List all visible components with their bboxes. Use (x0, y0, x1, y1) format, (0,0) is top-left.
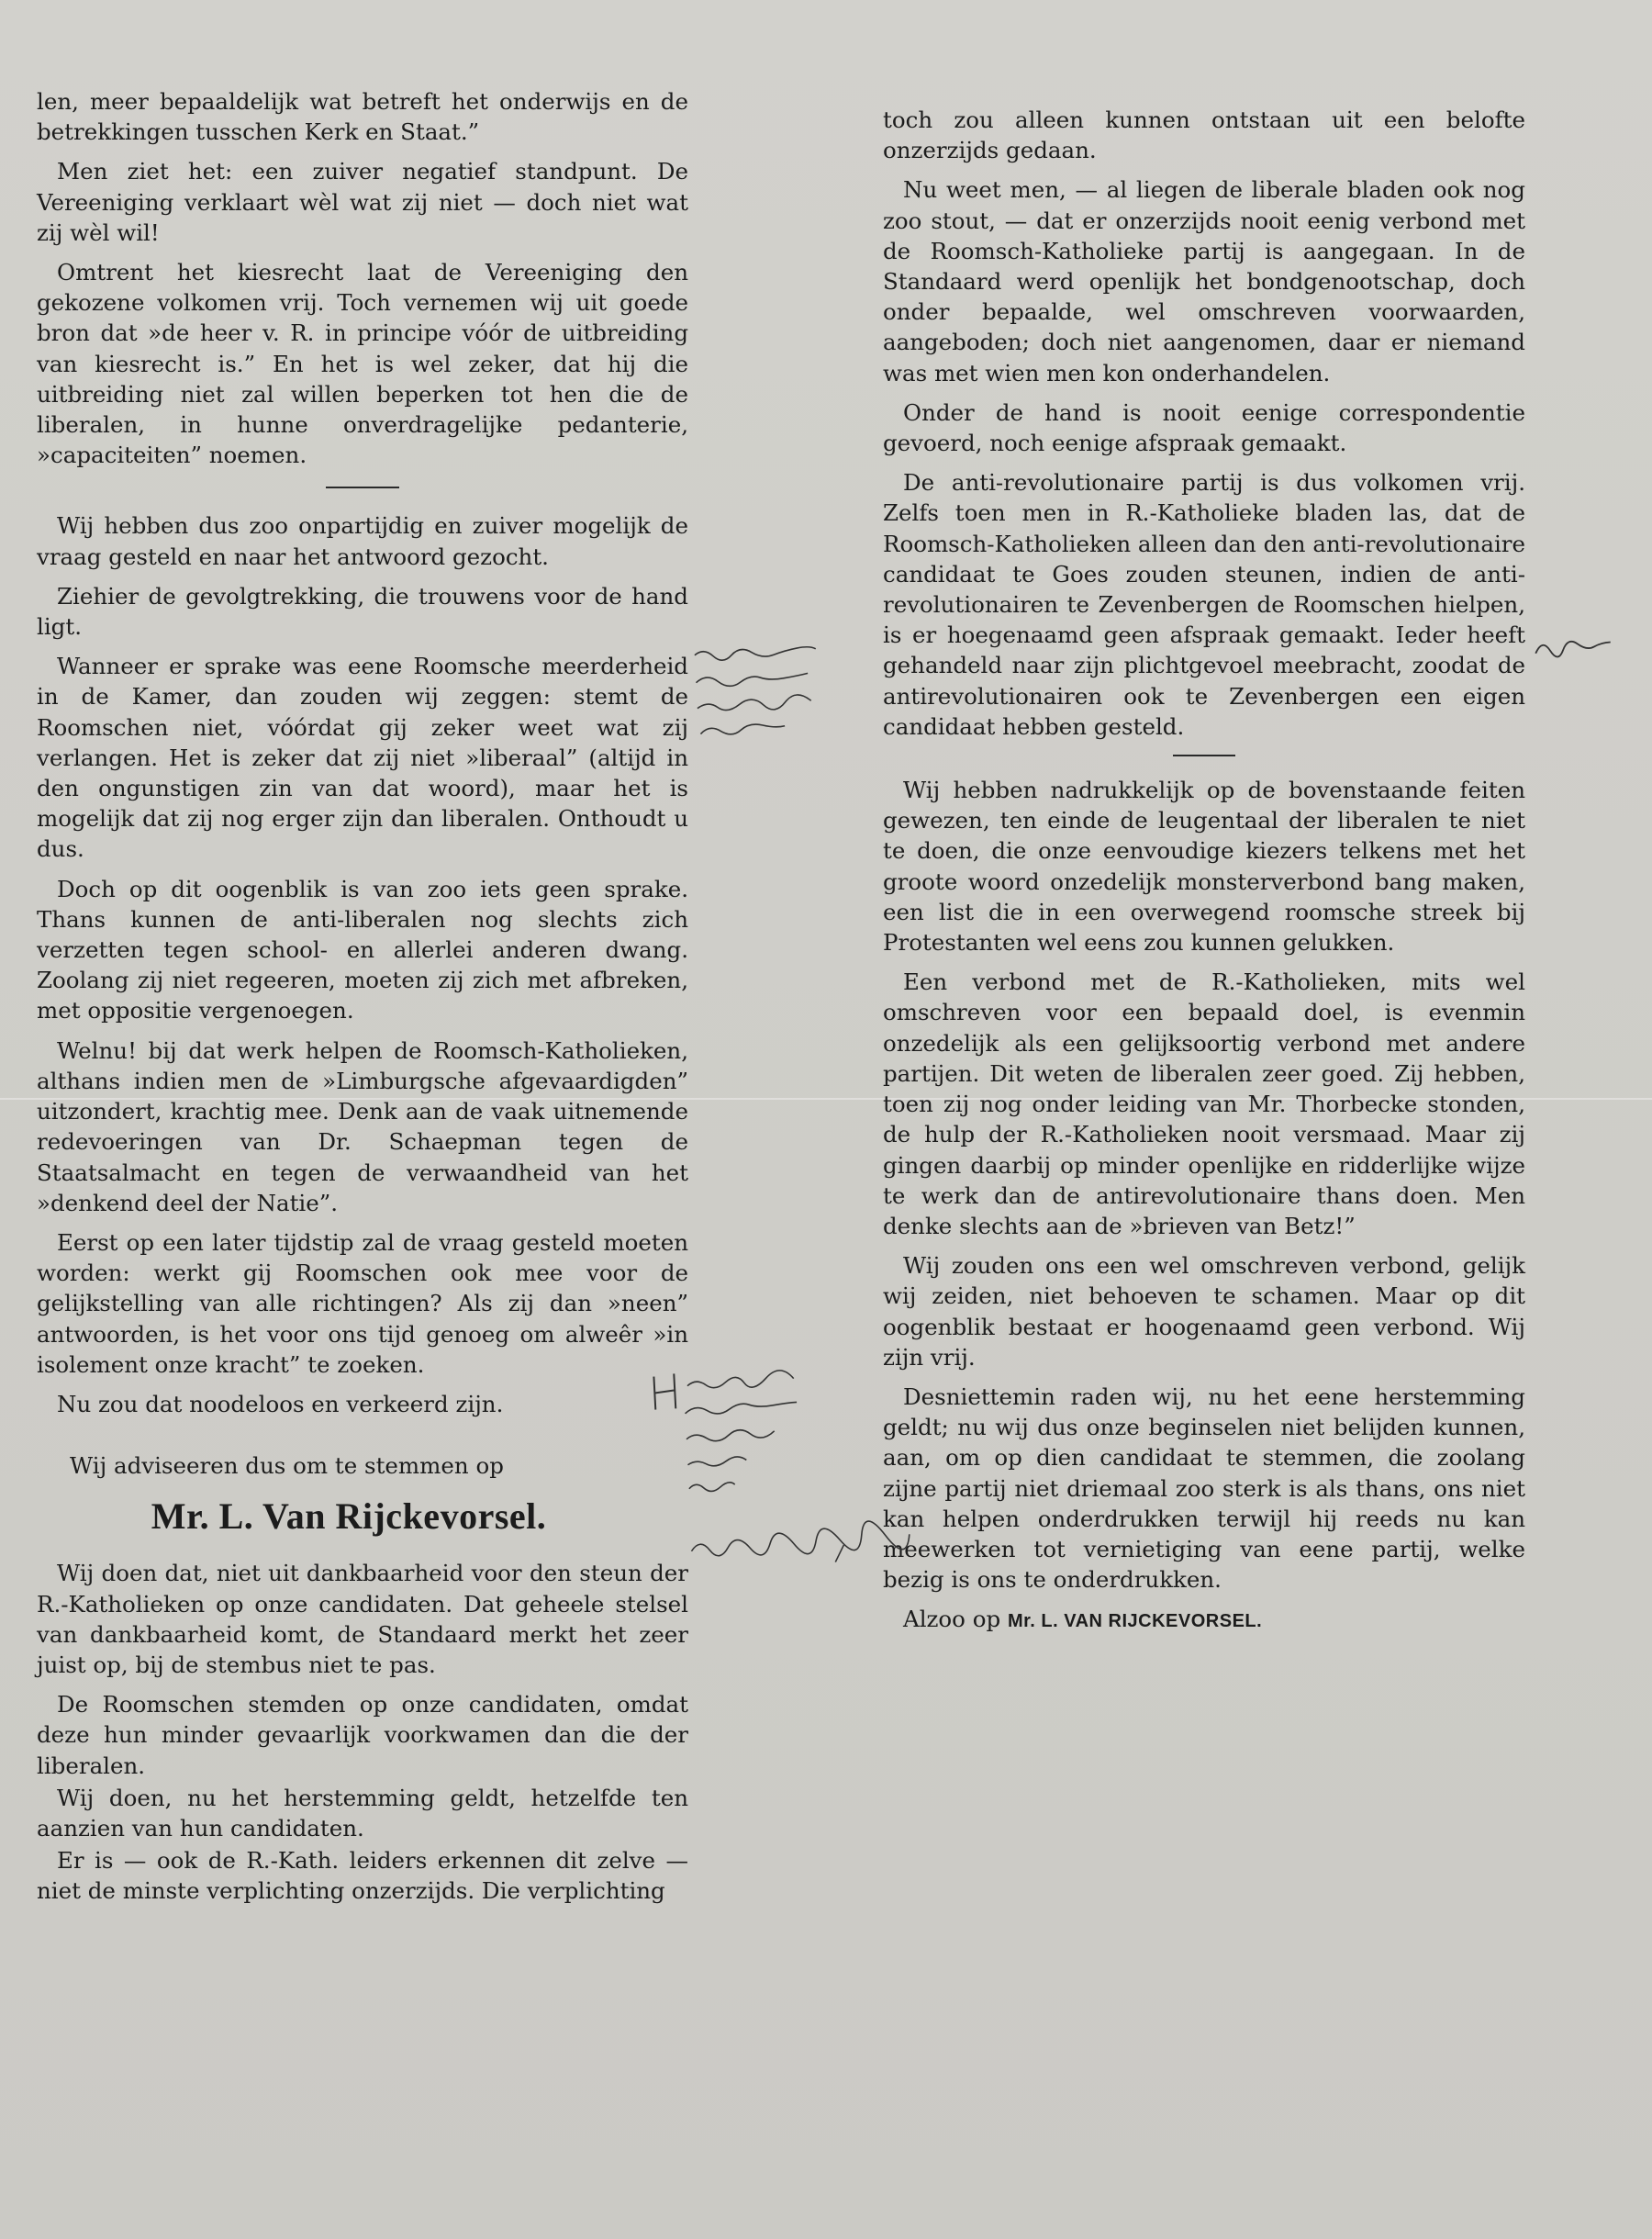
paragraph: toch zou alleen kunnen ontstaan uit een belofte onzerzijds gedaan. (883, 106, 1525, 164)
closing-text: Alzoo op (903, 1606, 1001, 1633)
paragraph: Wij zouden ons een wel omschreven verbond, gelijk wij zeiden, niet behoeven te schamen. Maar op dit oogenblik bestaat er hoogenaamd geen verbond. Wij zijn vrij. (883, 1252, 1525, 1371)
left-column (37, 86, 688, 1916)
paragraph: Welnu! bij dat werk helpen de Roomsch-Katholieken, althans indien men de »Limburgsche afgevaardigden” uitzondert, krachtig mee. Denk aan de vaak uitnemende redevoeringen van Dr. Schaepman tegen de Staatsalmacht en tegen de verwaandheid van het »denkend deel der Natie”. (37, 1036, 688, 1216)
paragraph: Onder de hand is nooit eenige correspondentie gevoerd, noch eenige afspraak gemaakt. (883, 398, 1525, 457)
paragraph: Omtrent het kiesrecht laat de Vereeniging den gekozene volkomen vrij. Toch vernemen wij uit goede bron dat »de heer v. R. in principe vóór de uitbreiding van kiesrecht is.” En het is wel zeker, dat hij die uitbreiding niet zal willen beperken tot hen die de liberalen, in hunne onverdragelijke pedanterie, »capaciteiten” noemen. (37, 259, 688, 469)
paragraph: Wij hebben nadrukkelijk op de bovenstaande feiten gewezen, ten einde de leugentaal der liberalen te niet te doen, die onze eenvoudige kiezers telkens met het groote woord onzedelijk monsterverbond bang maken, een list die in een overwegend roomsche streek bij Protestanten wel eens zou kunnen gelukken. (883, 777, 1525, 957)
candidate-heading: Mr. L. Van Rijckevorsel. (151, 1495, 547, 1538)
paragraph: Wij hebben dus zoo onpartijdig en zuiver mogelijk de vraag gesteld en naar het antwoord gezocht. (37, 512, 688, 570)
paragraph: Desniettemin raden wij, nu het eene herstemming geldt; nu wij dus onze beginselen niet belijden kunnen, aan, om op dien candidaat te stemmen, die zoolang zijne partij niet driemaal zoo sterk is als thans, ons niet kan helpen onderdrukken terwijl hij reeds nu kan meewerken tot vernietiging van eene partij, welke bezig is ons te onderdrukken. (883, 1383, 1525, 1594)
paragraph: Eerst op een later tijdstip zal de vraag gesteld moeten worden: werkt gij Roomschen ook mee voor de gelijkstelling van alle richtingen? Als zij dan »neen” antwoorden, is het voor ons tijd genoeg om alweêr »in isolement onze kracht” te zoeken. (37, 1228, 688, 1378)
paragraph: Nu weet men, — al liegen de liberale bladen ook nog zoo stout, — dat er onzerzijds nooit eenig verbond met de Roomsch-Katholieke partij is aangegaan. In de Standaard werd openlijk het bondgenootschap, doch onder bepaalde, wel omschreven voorwaarden, aangeboden; doch niet aangenomen, daar er niemand was met wien men kon onderhandelen. (883, 176, 1525, 386)
handwritten-annotation (646, 1359, 855, 1514)
closing-candidate-name: Mr. L. VAN RIJCKEVORSEL. (1007, 1611, 1263, 1632)
right-column (883, 105, 1525, 1647)
divider (326, 487, 399, 488)
handwriting-scribble (646, 1359, 865, 1507)
handwriting-scribble (690, 632, 833, 740)
handwritten-annotation (690, 632, 833, 747)
handwritten-annotation (1531, 626, 1634, 674)
paragraph: De Roomschen stemden op onze candidaten, omdat deze hun minder gevaarlijk voorkwamen dan die der liberalen. (37, 1691, 688, 1779)
divider (1173, 755, 1235, 756)
paragraph: Men ziet het: een zuiver negatief standpunt. De Vereeniging verklaart wèl wat zij niet — doch niet wat zij wèl wil! (37, 158, 688, 246)
paragraph: Wij doen, nu het herstemming geldt, hetzelfde ten aanzien van hun candidaten. (37, 1784, 688, 1842)
paragraph: Doch op dit oogenblik is van zoo iets geen sprake. Thans kunnen de anti-liberalen nog slechts zich verzetten tegen school- en allerlei anderen dwang. Zoolang zij niet regeeren, moeten zij zich met afbreken, met oppositie vergenoegen. (37, 875, 688, 1024)
paragraph: Wanneer er sprake was eene Roomsche meerderheid in de Kamer, dan zouden wij zeggen: stemt de Roomschen niet, vóórdat gij zeker weet wat zij verlangen. Het is zeker dat zij niet »liberaal” (altijd in den ongunstigen zin van dat woord), maar het is mogelijk dat zij nog erger zijn dan liberalen. Onthoudt u dus. (37, 653, 688, 863)
paragraph: Wij doen dat, niet uit dankbaarheid voor den steun der R.-Katholieken op onze candidaten. Dat geheele stelsel van dankbaarheid komt, de Standaard merkt het zeer juist op, bij de stembus niet te pas. (37, 1560, 688, 1678)
paragraph: len, meer bepaaldelijk wat betreft het onderwijs en de betrekkingen tusschen Kerk en Staat.” (37, 88, 688, 146)
paragraph: Er is — ook de R.-Kath. leiders erkennen dit zelve — niet de minste verplichting onzerzijds. Die verplichting (37, 1847, 688, 1905)
handwriting-scribble (1531, 627, 1624, 668)
closing-line (883, 1604, 1525, 1637)
advice-line: Wij adviseeren dus om te stemmen op (70, 1452, 504, 1480)
paragraph: De anti-revolutionaire partij is dus volkomen vrij. Zelfs toen men in R.-Katholieke bladen las, dat de Roomsch-Katholieken alleen dan den anti-revolutionaire candidaat te Goes zouden steunen, indien de anti-revolutionairen te Zevenbergen de Roomschen hielpen, is er hoegenaamd geen afspraak gemaakt. Ieder heeft gehandeld naar zijn plichtgevoel meebracht, zoodat de antirevolutionairen ook te Zevenbergen een eigen candidaat hebben gesteld. (883, 469, 1525, 740)
handwriting-scribble (686, 1511, 964, 1572)
paragraph: Ziehier de gevolgtrekking, die trouwens voor de hand ligt. (37, 582, 688, 641)
paragraph: Nu zou dat noodeloos en verkeerd zijn. (57, 1390, 504, 1417)
paragraph: Een verbond met de R.-Katholieken, mits wel omschreven voor een bepaald doel, is evenmin onzedelijk als een gelijksoortig verbond met andere partijen. Dit weten de liberalen zeer goed. Zij hebben, toen zij nog onder leiding van Mr. Thorbecke stonden, de hulp der R.-Katholieken nooit versmaad. Maar zij gingen daarbij op minder openlijke en ridderlijke wijze te werk dan de antirevolutionaire thans doen. Men denke slechts aan de »brieven van Betz!” (883, 968, 1525, 1239)
